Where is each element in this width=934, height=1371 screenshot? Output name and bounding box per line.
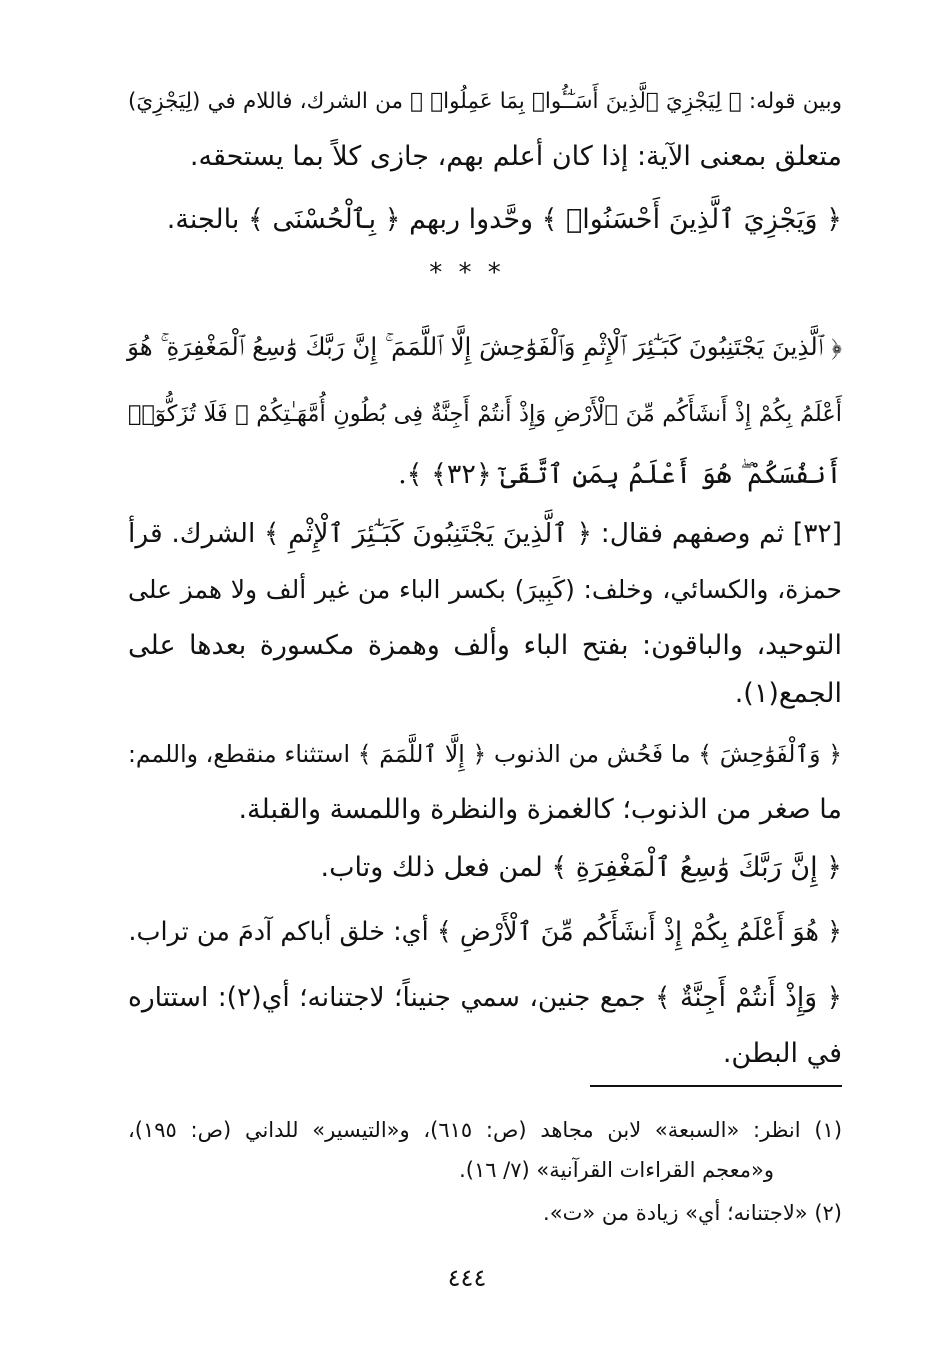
footnote-rule (590, 1085, 842, 1087)
footnote-line: و«معجم القراءات القرآنية» (٧/ ١٦). (459, 1158, 774, 1182)
body-line: الجمع(١). (734, 678, 842, 709)
body-line: التوحيد، والباقون: بفتح الباء وألف وهمزة مكسورة بعدها على (128, 630, 842, 661)
page-number: ٤٤٤ (447, 1264, 487, 1292)
body-line: ﴿ إِنَّ رَبَّكَ وَٰسِعُ ٱلْمَغْفِرَةِ ﴾ لمن فعل ذلك وتاب. (320, 852, 842, 883)
footnote-line: (٢) «لاجتنانه؛ أي» زيادة من «ت». (543, 1201, 842, 1225)
body-line: متعلق بمعنى الآية: إذا كان أعلم بهم، جازى كلاً بما يستحقه. (189, 141, 842, 172)
body-line: ما صغر من الذنوب؛ كالغمزة والنظرة واللمسة والقبلة. (238, 794, 842, 825)
section-separator: * * * (429, 258, 505, 288)
body-line: ﴿ وَٱلْفَوَٰحِشَ ﴾ ما فَحُش من الذنوب ﴿ إِلَّا ٱللَّمَمَ ﴾ استثناء منقطع، واللمم: (128, 740, 842, 768)
body-line: ﴿ وَإِذْ أَنتُمْ أَجِنَّةٌ ﴾ جمع جنين، سمي جنيناً؛ لاجتنانه؛ أي(٢): استتاره (128, 982, 843, 1013)
footnote-line: (١) انظر: «السبعة» لابن مجاهد (ص: ٦١٥)، و«التيسير» للداني (ص: ١٩٥)، (128, 1118, 843, 1142)
quran-verse-line: أَعْلَمُ بِكُمْ إِذْ أَنشَأَكُم مِّنَ ٱلْأَرْضِ وَإِذْ أَنتُمْ أَجِنَّةٌ فِى بُطُونِ أُمَّهَـٰتِكُمْ ۖ فَلَا تُزَكُّوٓا۟ (128, 401, 842, 427)
quran-verse-line: أَنفُسَكُمْ ۖ هُوَ أَعْلَمُ بِمَنِ ٱتَّقَىٰٓ ﴿٣٢﴾ ﴾. (398, 459, 842, 490)
quran-verse-line: ﴿ ٱلَّذِينَ يَجْتَنِبُونَ كَبَـٰٓئِرَ ٱلْإِثْمِ وَٱلْفَوَٰحِشَ إِلَّا ٱللَّمَمَ ۚ إِنَّ رَبَّكَ وَٰسِعُ ٱلْمَغْفِرَةِ ۚ هُوَ (127, 332, 842, 361)
body-line: ﴿ وَيَجْزِيَ ٱلَّذِينَ أَحْسَنُوا۟ ﴾ وحَّدوا ربهم ﴿ بِٱلْحُسْنَى ﴾ بالجنة. (166, 204, 842, 235)
body-line: في البطن. (722, 1038, 842, 1069)
body-line: حمزة، والكسائي، وخلف: (كَبِيرَ) بكسر الباء من غير ألف ولا همز على (128, 575, 842, 604)
body-line: وبين قوله: ﴿ لِيَجْزِيَ ٱلَّذِينَ أَسَـٰٓـُٔوا۟ بِمَا عَمِلُوا۟ ﴾ من الشرك، فاللام في (لِيَجْزِيَ) (128, 89, 842, 114)
body-line: ﴿ هُوَ أَعْلَمُ بِكُمْ إِذْ أَنشَأَكُم مِّنَ ٱلْأَرْضِ ﴾ أي: خلق أباكم آدمَ من تراب. (128, 917, 842, 947)
body-line: [٣٢] ثم وصفهم فقال: ﴿ ٱلَّذِينَ يَجْتَنِبُونَ كَبَـٰٓئِرَ ٱلْإِثْمِ ﴾ الشرك. قرأ (128, 518, 842, 549)
